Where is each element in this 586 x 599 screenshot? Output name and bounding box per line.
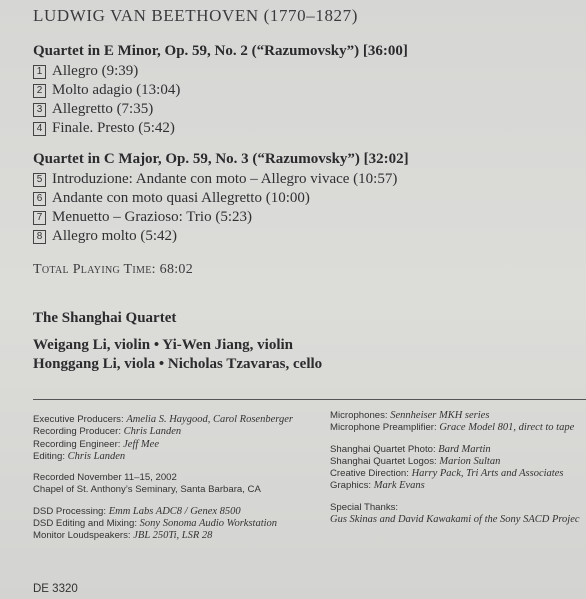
track-row xyxy=(33,209,252,226)
track-number: 7 xyxy=(33,211,46,225)
credit-microphones: Microphones: Sennheiser MKH series xyxy=(330,410,490,421)
track-number: 3 xyxy=(33,103,46,117)
track-label: Allegro (9:39) xyxy=(52,63,139,79)
ensemble-name: The Shanghai Quartet xyxy=(33,310,177,326)
credit-recorded: Recorded November 11–15, 2002 xyxy=(33,472,177,484)
track-row xyxy=(33,190,310,207)
catalog-number: DE 3320 xyxy=(33,583,78,595)
work-title-1: Quartet in E Minor, Op. 59, No. 2 (“Razumovsky”) [36:00] xyxy=(33,43,408,59)
total-playing-time xyxy=(33,262,193,278)
credit-venue: Chapel of St. Anthony’s Seminary, Santa Barbara, CA xyxy=(33,484,261,496)
track-label: Andante con moto quasi Allegretto (10:00) xyxy=(52,190,310,206)
total-label: Total Playing Time: xyxy=(33,262,156,277)
composer-heading: LUDWIG VAN BEETHOVEN (1770–1827) xyxy=(33,6,359,25)
track-row xyxy=(33,171,397,188)
credits-right xyxy=(330,410,580,526)
track-label: Allegro molto (5:42) xyxy=(52,228,177,244)
total-value: 68:02 xyxy=(159,262,194,277)
track-number: 4 xyxy=(33,122,46,136)
track-row xyxy=(33,228,177,245)
credit-logos: Shanghai Quartet Logos: Marion Sultan xyxy=(330,455,501,467)
track-number: 8 xyxy=(33,230,46,244)
track-label: Menuetto – Grazioso: Trio (5:23) xyxy=(52,209,252,225)
credit-dsd-editing: DSD Editing and Mixing: Sony Sonoma Audio Workstation xyxy=(33,518,278,530)
credit-recording-producer: Recording Producer: Chris Landen xyxy=(33,426,182,438)
credit-dsd-processing: DSD Processing: Emm Labs ADC8 / Genex 8500 xyxy=(33,505,241,517)
credit-monitor: Monitor Loudspeakers: JBL 250Ti, LSR 28 xyxy=(33,530,213,542)
track-label: Allegretto (7:35) xyxy=(52,101,154,117)
track-number: 6 xyxy=(33,192,46,206)
players-line-2: Honggang Li, viola • Nicholas Tzavaras, cello xyxy=(33,356,323,372)
track-row xyxy=(33,120,175,137)
credit-photo: Shanghai Quartet Photo: Bard Martin xyxy=(330,443,491,455)
track-number: 1 xyxy=(33,65,46,79)
work-title-2: Quartet in C Major, Op. 59, No. 3 (“Razumovsky”) [32:02] xyxy=(33,151,409,167)
track-label: Molto adagio (13:04) xyxy=(52,82,181,98)
credit-thanks-value: Gus Skinas and David Kawakami of the Sony SACD Projec xyxy=(330,514,580,526)
credit-preamp: Microphone Preamplifier: Grace Model 801, direct to tape xyxy=(330,422,575,434)
credit-thanks-label: Special Thanks: xyxy=(330,501,399,513)
track-number: 5 xyxy=(33,173,46,187)
track-label: Introduzione: Andante con moto – Allegro vivace (10:57) xyxy=(52,171,398,187)
divider-rule xyxy=(33,399,586,400)
track-number: 2 xyxy=(33,84,46,98)
credit-editing: Editing: Chris Landen xyxy=(33,450,126,462)
credit-graphics: Graphics: Mark Evans xyxy=(330,480,425,492)
credit-recording-engineer: Recording Engineer: Jeff Mee xyxy=(33,438,159,450)
credits-left xyxy=(33,414,293,543)
track-row xyxy=(33,82,180,99)
track-row xyxy=(33,101,153,118)
track-row xyxy=(33,63,138,80)
track-label: Finale. Presto (5:42) xyxy=(52,120,175,136)
players-line-1: Weigang Li, violin • Yi-Wen Jiang, violin xyxy=(33,337,294,353)
credit-exec: Executive Producers: Amelia S. Haygood, Carol Rosenberger xyxy=(33,414,293,425)
credit-creative: Creative Direction: Harry Pack, Tri Arts and Associates xyxy=(330,468,564,480)
